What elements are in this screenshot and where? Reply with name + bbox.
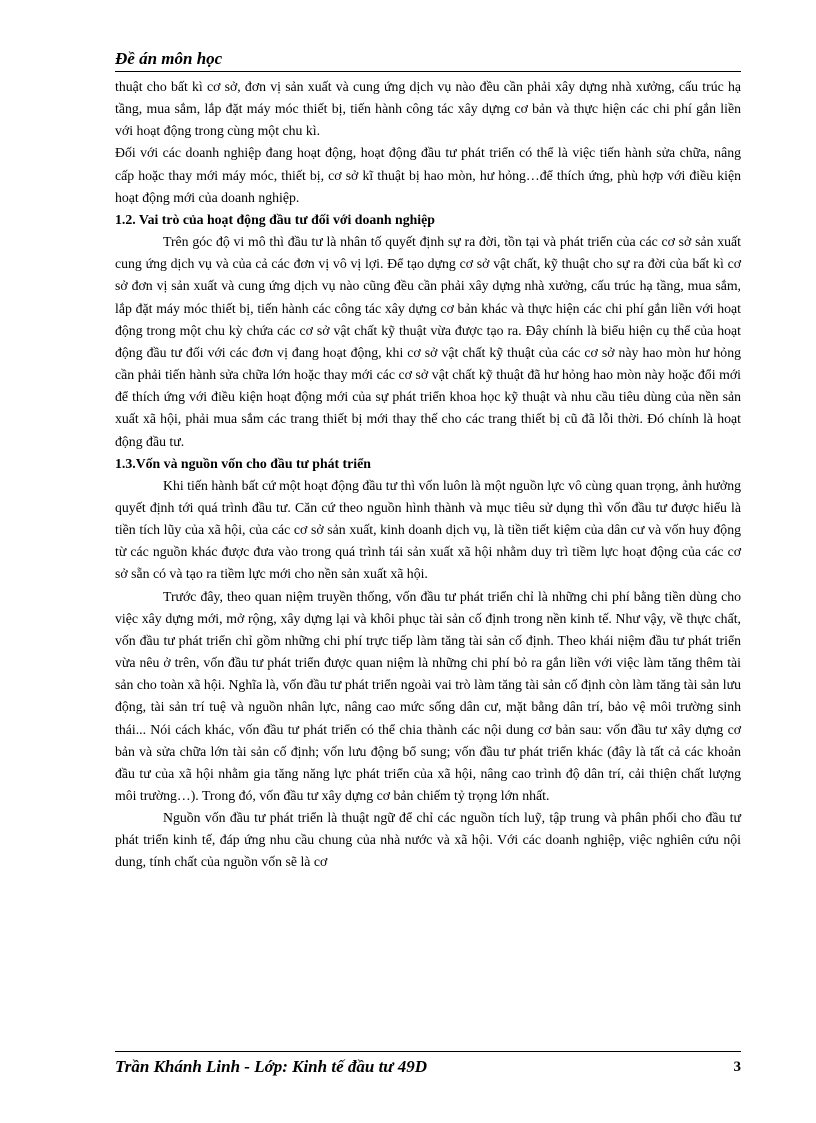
paragraph-continuation: thuật cho bất kì cơ sở, đơn vị sản xuất và cung ứng dịch vụ nào đều cần phải xây dựng nhà xưởng, cấu trúc hạ tầng, mua sắm, lắp đặt máy móc thiết bị, tiến hành công tác xây dựng cơ bản và thực hiện các chi phí gắn liền với hoạt động trong cùng một chu kì. [115, 79, 741, 139]
paragraph-traditional-concept: Trước đây, theo quan niệm truyền thống, vốn đầu tư phát triển chỉ là những chi phí bằng tiền dùng cho việc xây dựng mới, mở rộng, xây dựng lại và khôi phục tài sản cố định trong nền kinh tế. Như vậy, về thực chất, vốn đầu tư phát triển chỉ gồm những chi phí trực tiếp làm tăng tài sản cố định. Theo khái niệm đầu tư phát triển vừa nêu ở trên, vốn đầu tư phát triển được quan niệm là những chi phí bỏ ra gắn liền với việc làm tăng thêm tài sản cho toàn xã hội. Nghĩa là, vốn đầu tư phát triển ngoài vai trò làm tăng tài sản cố định còn làm tăng tài sản lưu động, tài sản trí tuệ và nguồn nhân lực, nâng cao mức sống dân cư, mặt bằng dân trí, bảo vệ môi trường sinh thái... Nói cách khác, vốn đầu tư phát triển có thể chia thành các nội dung cơ bản sau: vốn đầu tư xây dựng cơ bản và sửa chữa lớn tài sản cố định; vốn lưu động bổ sung; vốn đầu tư phát triển khác (đây là tất cả các khoản đầu tư của xã hội nhằm gia tăng năng lực phát triển của xã hội, nâng cao trình độ dân trí, cải thiện chất lượng môi trường…). Trong đó, vốn đầu tư xây dựng cơ bản chiếm tỷ trọng lớn nhất. [115, 588, 741, 803]
page-number: 3 [733, 1059, 741, 1075]
document-body [115, 76, 741, 874]
paragraph-capital-definition: Khi tiến hành bất cứ một hoạt động đầu tư thì vốn luôn là một nguồn lực vô cùng quan trọng, ảnh hưởng quyết định tới quá trình đầu tư. Căn cứ theo nguồn hình thành và mục tiêu sử dụng thì vốn đầu tư được hiểu là tiền tích lũy của xã hội, của các cơ sở sản xuất, kinh doanh dịch vụ, là tiền tiết kiệm của dân cư và vốn huy động từ các nguồn khác được đưa vào trong quá trình tái sản xuất xã hội nhằm duy trì tiềm lực hoạt động của các cơ sở sẵn có và tạo ra tiềm lực mới cho nền sản xuất xã hội. [115, 477, 741, 582]
paragraph-role-of-investment: Trên góc độ vi mô thì đầu tư là nhân tố quyết định sự ra đời, tồn tại và phát triển của các cơ sở sản xuất cung ứng dịch vụ và của cả các đơn vị vô vị lợi. Để tạo dựng cơ sở vật chất, kỹ thuật cho sự ra đời của bất kì cơ sở đơn vị sản xuất và cung ứng dịch vụ nào cũng đều cần phải xây dựng nhà xưởng, cấu trúc hạ tầng, mua sắm, lắp đặt máy móc thiết bị, tiến hành các công tác xây dựng cơ bản khác và thực hiện các chi phí gắn liền với hoạt động trong một chu kỳ chứa các cơ sở vật chất kỹ thuật vừa được tạo ra. Đây chính là biểu hiện cụ thể của hoạt động đầu tư đối với các đơn vị đang hoạt động, khi cơ sở vật chất kỹ thuật của các cơ sở này hao mòn hư hỏng cần phải tiến hành sửa chữa lớn hoặc thay mới các cơ sở vật chất kỹ thuật đã hư hỏng hao mòn này hoặc đổi mới để thích ứng với điều kiện hoạt động mới của sự phát triển khoa học kỹ thuật và nhu cầu tiêu dùng của nền sản xuất xã hội, phải mua sắm các trang thiết bị mới thay thế cho các trang thiết bị cũ đã lỗi thời. Đó chính là hoạt động đầu tư. [115, 234, 741, 449]
paragraph-capital-sources: Nguồn vốn đầu tư phát triển là thuật ngữ để chỉ các nguồn tích luỹ, tập trung và phân phối cho đầu tư phát triển kinh tế, đáp ứng nhu cầu chung của nhà nước và xã hội. Với các doanh nghiệp, việc nghiên cứu nội dung, tính chất của nguồn vốn sẽ là cơ [115, 810, 741, 870]
page-header [115, 48, 741, 70]
paragraph-operating-enterprises: Đối với các doanh nghiệp đang hoạt động, hoạt động đầu tư phát triển có thể là việc tiến hành sửa chữa, nâng cấp hoặc thay mới máy móc, thiết bị, cơ sở kĩ thuật bị hao mòn, hư hỏng…để thích ứng, phù hợp với điều kiện hoạt động mới của doanh nghiệp. [115, 145, 741, 205]
section-heading-1-3: 1.3.Vốn và nguồn vốn cho đầu tư phát triển [115, 455, 371, 471]
footer-author: Trần Khánh Linh - Lớp: Kinh tế đầu tư 49D [115, 1057, 428, 1076]
footer-rule [115, 1051, 741, 1052]
page-footer [115, 1051, 741, 1081]
header-title: Đề án môn học [115, 49, 223, 68]
header-rule [115, 71, 741, 72]
section-heading-1-2: 1.2. Vai trò của hoạt động đầu tư đối với doanh nghiệp [115, 211, 435, 227]
